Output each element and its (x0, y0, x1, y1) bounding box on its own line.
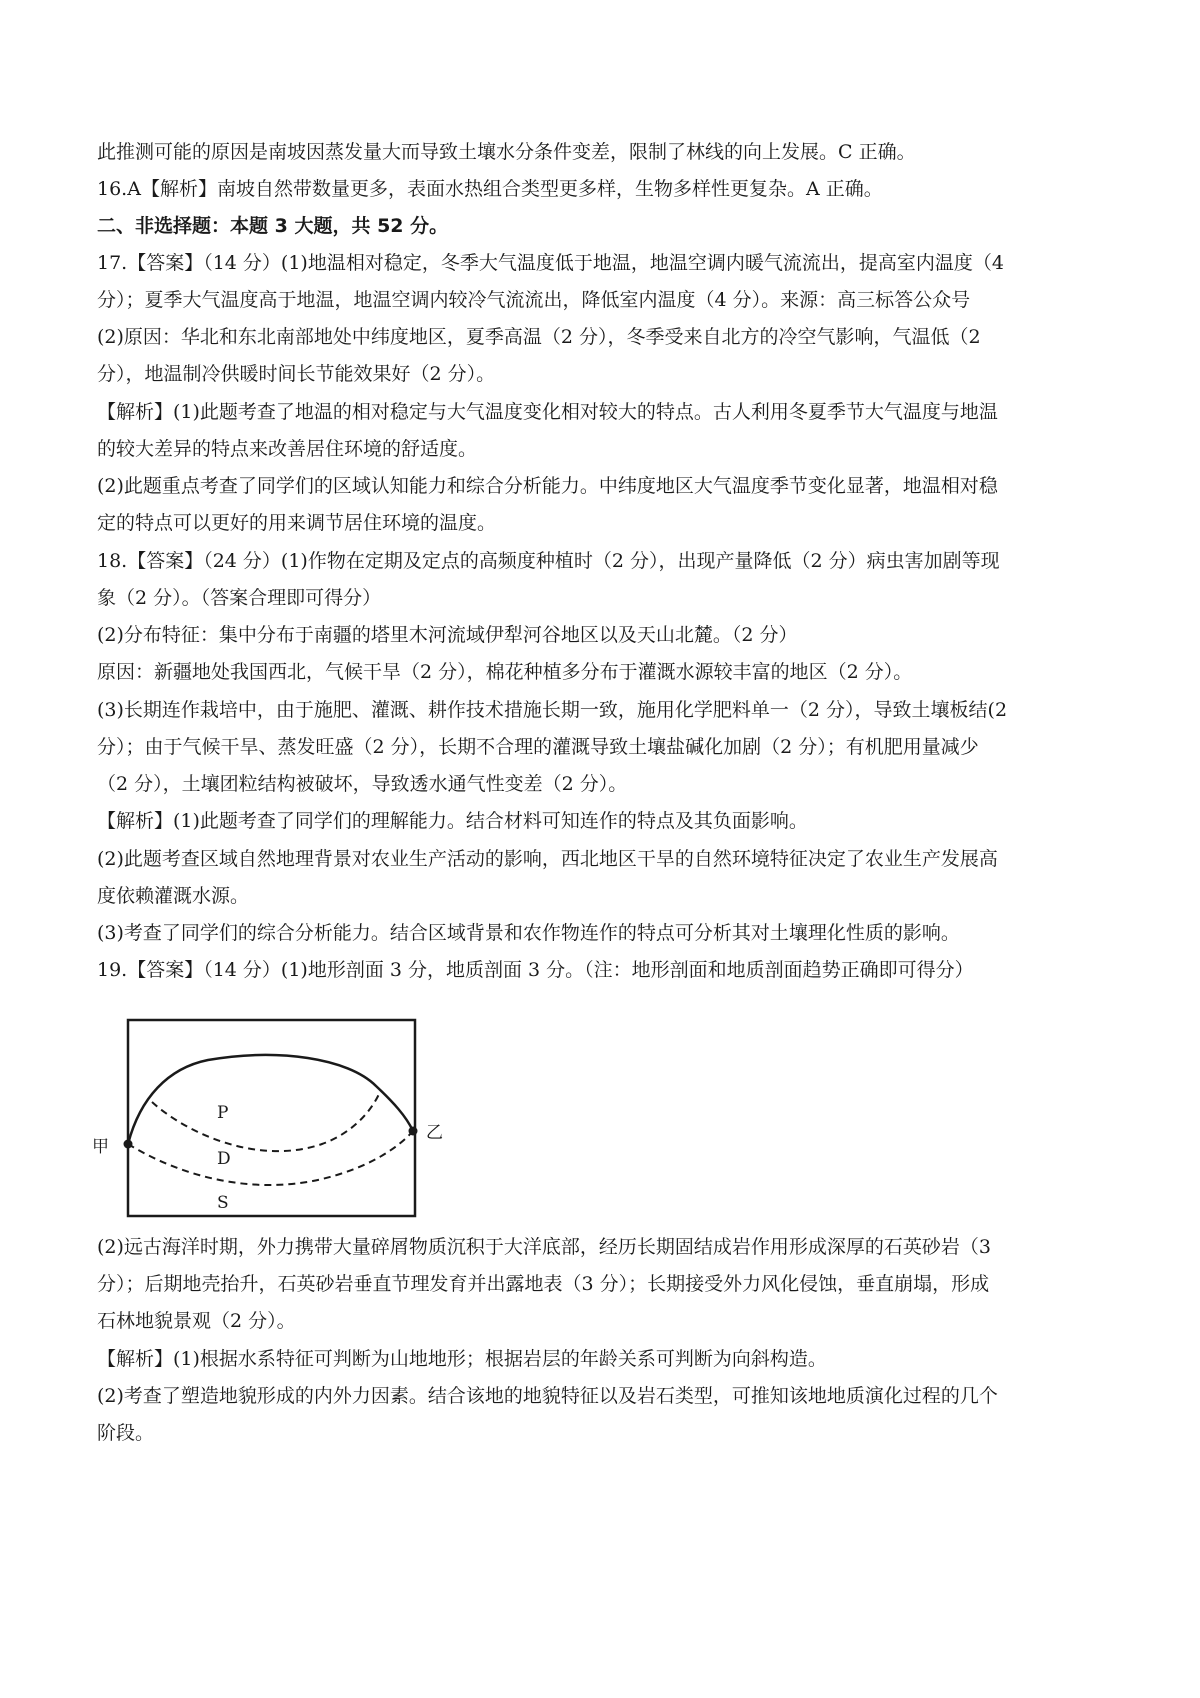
stratum-boundary-lower (128, 1131, 413, 1185)
text-line: 分）；后期地壳抬升，石英砂岩垂直节理发育并出露地表（3 分）；长期接受外力风化侵蚀，垂直崩塌，形成 (97, 1273, 990, 1295)
stratum-label-p: P (217, 1103, 229, 1123)
text-line: 19.【答案】（14 分）(1)地形剖面 3 分，地质剖面 3 分。（注：地形剖面和地质剖面趋势正确即可得分） (97, 959, 974, 981)
point-jia-marker (124, 1140, 133, 1149)
text-line: 阶段。 (97, 1422, 155, 1444)
text-line: 象（2 分）。（答案合理即可得分） (97, 587, 382, 609)
text-line: 分），地温制冷供暖时间长节能效果好（2 分）。 (97, 363, 496, 385)
text-line: (2)考查了塑造地貌形成的内外力因素。结合该地的地貌特征以及岩石类型，可推知该地地质演化过程的几个 (97, 1385, 998, 1407)
stratum-boundary-upper (152, 1092, 380, 1151)
text-line: (2)原因：华北和东北南部地处中纬度地区，夏季高温（2 分），冬季受来自北方的冷空气影响，气温低（2 (97, 326, 981, 348)
text-line: 【解析】(1)此题考查了同学们的理解能力。结合材料可知连作的特点及其负面影响。 (97, 810, 808, 832)
text-line: （2 分），土壤团粒结构被破坏，导致透水通气性变差（2 分）。 (97, 773, 628, 795)
text-line: 定的特点可以更好的用来调节居住环境的温度。 (97, 512, 497, 534)
label-yi: 乙 (426, 1123, 443, 1143)
text-line: 16.A【解析】南坡自然带数量更多，表面水热组合类型更多样，生物多样性更复杂。A 正确。 (97, 178, 883, 200)
text-line: (2)分布特征：集中分布于南疆的塔里木河流域伊犁河谷地区以及天山北麓。（2 分） (97, 624, 798, 646)
text-line: 度依赖灌溉水源。 (97, 885, 250, 907)
text-line: 分）；由于气候干旱、蒸发旺盛（2 分），长期不合理的灌溉导致土壤盐碱化加剧（2 分）；有机肥用量减少 (97, 736, 979, 758)
stratum-label-s: S (217, 1193, 229, 1213)
text-line: 分）；夏季大气温度高于地温，地温空调内较冷气流流出，降低室内温度（4 分）。来源：高三标答公众号 (97, 289, 971, 311)
text-line: 原因：新疆地处我国西北，气候干旱（2 分），棉花种植多分布于灌溉水源较丰富的地区（2 分）。 (97, 661, 913, 683)
text-line: 17.【答案】（14 分）(1)地温相对稳定，冬季大气温度低于地温，地温空调内暖气流流出，提高室内温度（4 (97, 252, 1004, 274)
text-line: (2)此题考查区域自然地理背景对农业生产活动的影响，西北地区干旱的自然环境特征决定了农业生产发展高 (97, 848, 998, 870)
text-line: (3)长期连作栽培中，由于施肥、灌溉、耕作技术措施长期一致，施用化学肥料单一（2 分），导致土壤板结(2 (97, 699, 1008, 721)
text-line: 【解析】(1)此题考查了地温的相对稳定与大气温度变化相对较大的特点。古人利用冬夏季节大气温度与地温 (97, 401, 998, 423)
text-line: 石林地貌景观（2 分）。 (97, 1310, 296, 1332)
text-line: 18.【答案】（24 分）(1)作物在定期及定点的高频度种植时（2 分），出现产量降低（2 分）病虫害加剧等现 (97, 550, 1000, 572)
text-line: (2)此题重点考查了同学们的区域认知能力和综合分析能力。中纬度地区大气温度季节变化显著，地温相对稳 (97, 475, 998, 497)
point-yi-marker (409, 1127, 418, 1136)
text-line: (2)远古海洋时期，外力携带大量碎屑物质沉积于大洋底部，经历长期固结成岩作用形成深厚的石英砂岩（3 (97, 1236, 992, 1258)
text-line: 【解析】(1)根据水系特征可判断为山地地形；根据岩层的年龄关系可判断为向斜构造。 (97, 1348, 827, 1370)
text-line: 的较大差异的特点来改善居住环境的舒适度。 (97, 438, 478, 460)
label-jia: 甲 (92, 1137, 109, 1157)
section-heading: 二、非选择题：本题 3 大题，共 52 分。 (97, 215, 449, 237)
text-line: 此推测可能的原因是南坡因蒸发量大而导致土壤水分条件变差，限制了林线的向上发展。C 正确。 (97, 141, 916, 163)
terrain-profile-line (128, 1055, 413, 1144)
stratum-label-d: D (217, 1149, 231, 1169)
text-line: (3)考查了同学们的综合分析能力。结合区域背景和农作物连作的特点可分析其对土壤理化性质的影响。 (97, 922, 960, 944)
geologic-profile-diagram (88, 1018, 443, 1220)
